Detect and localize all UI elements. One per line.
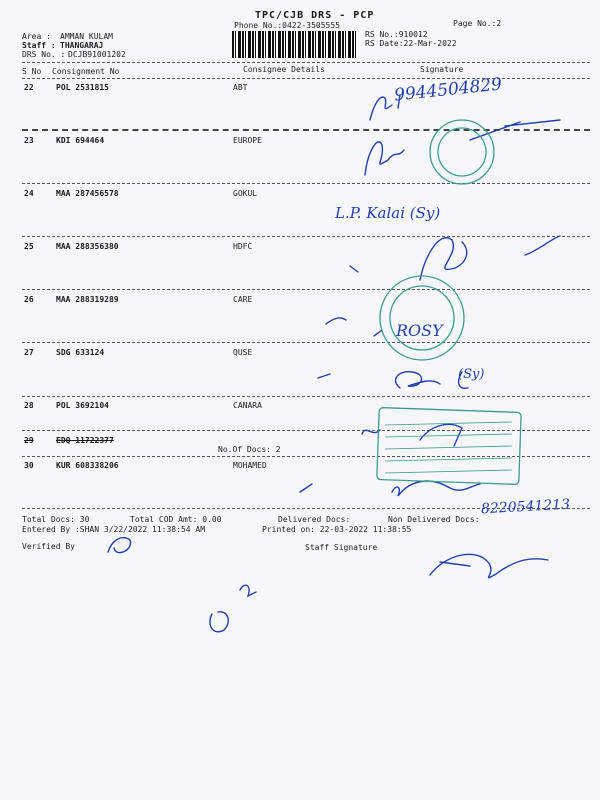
row-sno: 29	[24, 436, 34, 445]
row-consignment: KDI 694464	[56, 136, 105, 145]
rs-number: RS No.:910012	[365, 30, 428, 39]
delivered-docs: Delivered Docs:	[278, 515, 351, 524]
phone-number: Phone No.:0422-3505555	[234, 21, 340, 30]
area-value: AMMAN KULAM	[60, 32, 113, 41]
no-of-docs: No.Of Docs: 2	[218, 445, 281, 454]
row-sno: 25	[24, 242, 34, 251]
col-consignment: Consignment No	[52, 67, 120, 76]
handwritten-phone-2: 8220541213	[480, 496, 571, 518]
row-divider	[22, 342, 590, 343]
row-divider	[22, 396, 590, 397]
handwritten-signer-24: L.P. Kalai (Sy)	[335, 204, 441, 222]
staff-signature	[430, 554, 548, 577]
loose-scribble	[210, 585, 256, 632]
total-docs: Total Docs: 30	[22, 515, 90, 524]
header-divider-bottom	[22, 78, 590, 79]
row-sno: 22	[24, 83, 34, 92]
row-sno: 27	[24, 348, 34, 357]
row-consignee: EUROPE	[233, 136, 262, 145]
row-consignment: SDG 633124	[56, 348, 105, 357]
area-label: Area :	[22, 32, 51, 41]
row-consignment: MAA 288356380	[56, 242, 119, 251]
row-divider	[22, 430, 590, 431]
row-consignment: POL 3692104	[56, 401, 109, 410]
row-sno: 26	[24, 295, 34, 304]
col-sno: S No	[22, 67, 42, 76]
row-divider	[22, 129, 590, 131]
row-consignment: KUR 608338206	[56, 461, 119, 470]
row-consignee: CANARA	[233, 401, 262, 410]
drs-label: DRS No. :	[22, 50, 66, 59]
row-sno: 24	[24, 189, 34, 198]
row-sno: 28	[24, 401, 34, 410]
row-consignee: HDFC	[233, 242, 253, 251]
row-consignee: MOHAMED	[233, 461, 267, 470]
col-consignee: Consignee Details	[243, 65, 325, 74]
handwritten-signer-26: ROSY	[396, 321, 443, 340]
row-divider	[22, 289, 590, 290]
row-divider	[22, 236, 590, 237]
row-consignment: POL 2531815	[56, 83, 109, 92]
handwritten-phone-1: 9944504829	[393, 74, 503, 106]
printed-on: Printed on: 22-03-2022 11:38:55	[262, 525, 412, 534]
verified-signature	[108, 538, 131, 553]
rs-date: RS Date:22-Mar-2022	[365, 39, 457, 48]
staff-signature-label: Staff Signature	[305, 543, 378, 552]
handwritten-signer-27: (Sy)	[458, 367, 485, 382]
table-row	[0, 136, 600, 189]
row-consignment: MAA 287456578	[56, 189, 119, 198]
row-consignment: EDQ 11722377	[56, 436, 114, 445]
table-row	[0, 189, 600, 242]
staff-label: Staff :	[22, 41, 56, 50]
row-sno: 23	[24, 136, 34, 145]
drs-number: DCJB91001202	[68, 50, 126, 59]
total-cod: Total COD Amt: 0.00	[130, 515, 222, 524]
row-sno: 30	[24, 461, 34, 470]
row-divider	[22, 183, 590, 184]
row-consignee: GOKUL	[233, 189, 258, 198]
non-delivered-docs: Non Delivered Docs:	[388, 515, 480, 524]
header-divider-top	[22, 62, 590, 63]
verified-by: Verified By	[22, 542, 75, 551]
table-row	[0, 242, 600, 295]
row-consignee: QUSE	[233, 348, 253, 357]
table-row	[0, 295, 600, 348]
row-divider	[22, 456, 590, 457]
entered-by: Entered By :SHAN 3/22/2022 11:38:54 AM	[22, 525, 206, 534]
row-consignee: ABT	[233, 83, 248, 92]
col-signature: Signature	[420, 65, 464, 74]
staff-value: THANGARAJ	[60, 41, 104, 50]
barcode	[232, 31, 356, 58]
table-row	[0, 348, 600, 401]
row-consignee: CARE	[233, 295, 253, 304]
page-number: Page No.:2	[453, 19, 502, 28]
document-title: TPC/CJB DRS - PCP	[255, 10, 375, 21]
row-consignment: MAA 288319289	[56, 295, 119, 304]
